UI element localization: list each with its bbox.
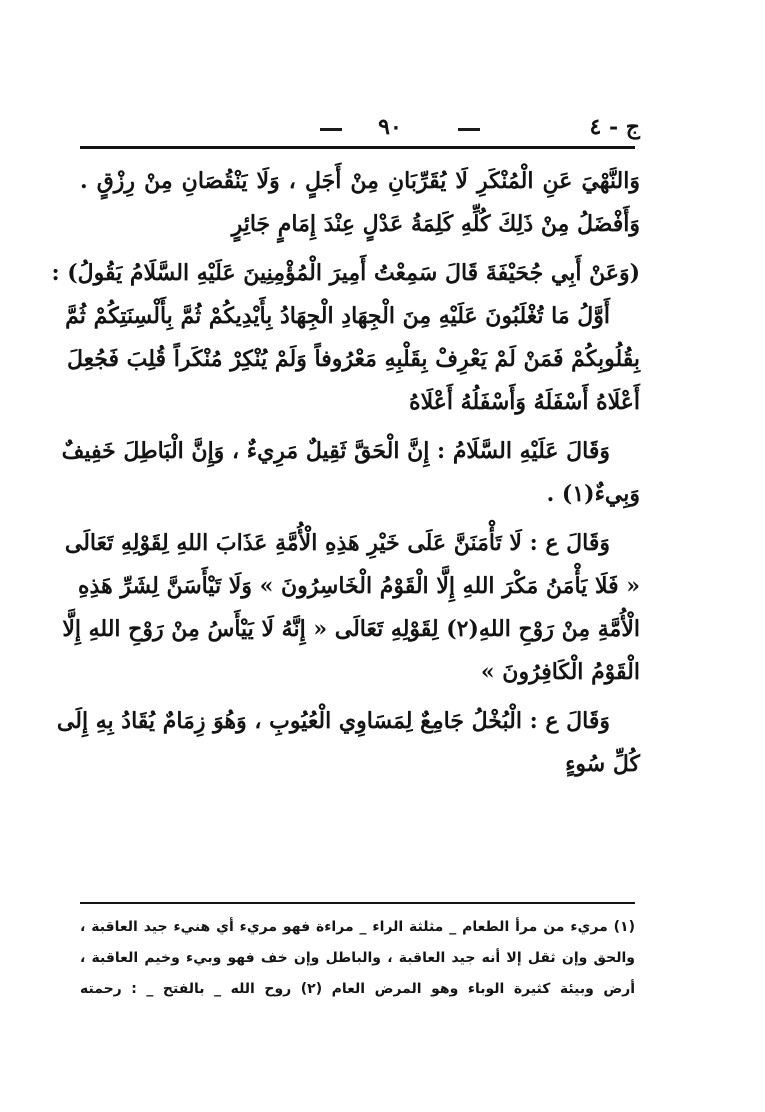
text-line: وَقَالَ عَلَيْهِ السَّلَامُ : إِنَّ الْحَقَّ ثَقِيلٌ مَرِيءٌ ، وَإِنَّ الْبَاطِلَ خَفِيفٌ bbox=[61, 438, 610, 464]
text-line: بِقُلُوبِكُمْ فَمَنْ لَمْ يَعْرِفْ بِقَلْبِهِ مَعْرُوفاً وَلَمْ يُنْكِرْ مُنْكَراً قُلِبَ فَجُعِلَ bbox=[67, 346, 640, 372]
footnotes bbox=[80, 912, 635, 1005]
text-line: وَالنَّهْيَ عَنِ الْمُنْكَرِ لَا يُقَرِّبَانِ مِنْ أَجَلٍ ، وَلَا يَنْقُصَانِ مِنْ رِزْقٍ . bbox=[80, 168, 640, 194]
page-header bbox=[80, 108, 640, 148]
text-line: وَقَالَ ع : الْبُخْلُ جَامِعٌ لِمَسَاوِي الْعُيُوبِ ، وَهُوَ زِمَامٌ يُقَادُ بِهِ إِلَى bbox=[56, 708, 610, 734]
text-line: وَبِيءٌ(١) . bbox=[546, 481, 640, 507]
text-line: أَعْلَاهُ أَسْفَلَهُ وَأَسْفَلُهُ أَعْلَاهُ bbox=[409, 389, 640, 415]
text-line: الْأُمَّةِ مِنْ رَوْحِ اللهِ(٢) لِقَوْلِهِ تَعَالَى « إِنَّهُ لَا يَيْأَسُ مِنْ رَوْحِ اللهِ إِلَّا bbox=[62, 616, 640, 642]
text-line: الْقَوْمُ الْكَافِرُونَ » bbox=[480, 659, 640, 685]
text-line: « فَلَا يَأْمَنُ مَكْرَ اللهِ إِلَّا الْقَوْمُ الْخَاسِرُونَ » وَلَا تَيْأَسَنَّ لِشَرِّ هَذِهِ bbox=[78, 573, 640, 599]
footnote-line: والحق وإن ثقل إلا أنه جيد العاقبة ، والباطل وإن خف فهو وبيء وخيم العاقبة ، bbox=[80, 950, 635, 966]
text-line: أَوَّلُ مَا تُغْلَبُونَ عَلَيْهِ مِنَ الْجِهَادِ الْجِهَادُ بِأَيْدِيكُمْ ثُمَّ بِأَلْسِنَتِكُمْ ثُمَّ bbox=[65, 303, 610, 329]
header-dash-right bbox=[458, 128, 480, 131]
footnote-line: أرض وبيئة كثيرة الوباء وهو المرض العام (٢) روح الله _ بالفتح _ : رحمته bbox=[80, 981, 636, 997]
footnote-rule bbox=[80, 902, 635, 904]
volume-label: ج - ٤ bbox=[589, 114, 640, 140]
text-line: وَأَفْضَلُ مِنْ ذَلِكَ كُلِّهِ كَلِمَةُ عَدْلٍ عِنْدَ إِمَامٍ جَائِرٍ bbox=[231, 211, 640, 237]
main-text bbox=[51, 160, 640, 786]
text-line: وَقَالَ ع : لَا تَأْمَنَنَّ عَلَى خَيْرِ هَذِهِ الْأُمَّةِ عَذَابَ اللهِ لِقَوْلِهِ تَعَالَى bbox=[64, 530, 610, 556]
footnote-line: (١) مريء من مرأ الطعام _ مثلثة الراء _ مراءة فهو مريء أي هنيء جيد العاقبة ، bbox=[80, 919, 635, 935]
page-number: ٩٠ bbox=[378, 114, 402, 140]
header-rule bbox=[80, 146, 635, 149]
text-line: كُلِّ سُوءٍ bbox=[565, 751, 640, 777]
text-line: (وَعَنْ أَبِي جُحَيْفَةَ قَالَ سَمِعْتُ أَمِيرَ الْمُؤْمِنِينَ عَلَيْهِ السَّلَامُ يَقُولُ) : bbox=[51, 260, 640, 286]
